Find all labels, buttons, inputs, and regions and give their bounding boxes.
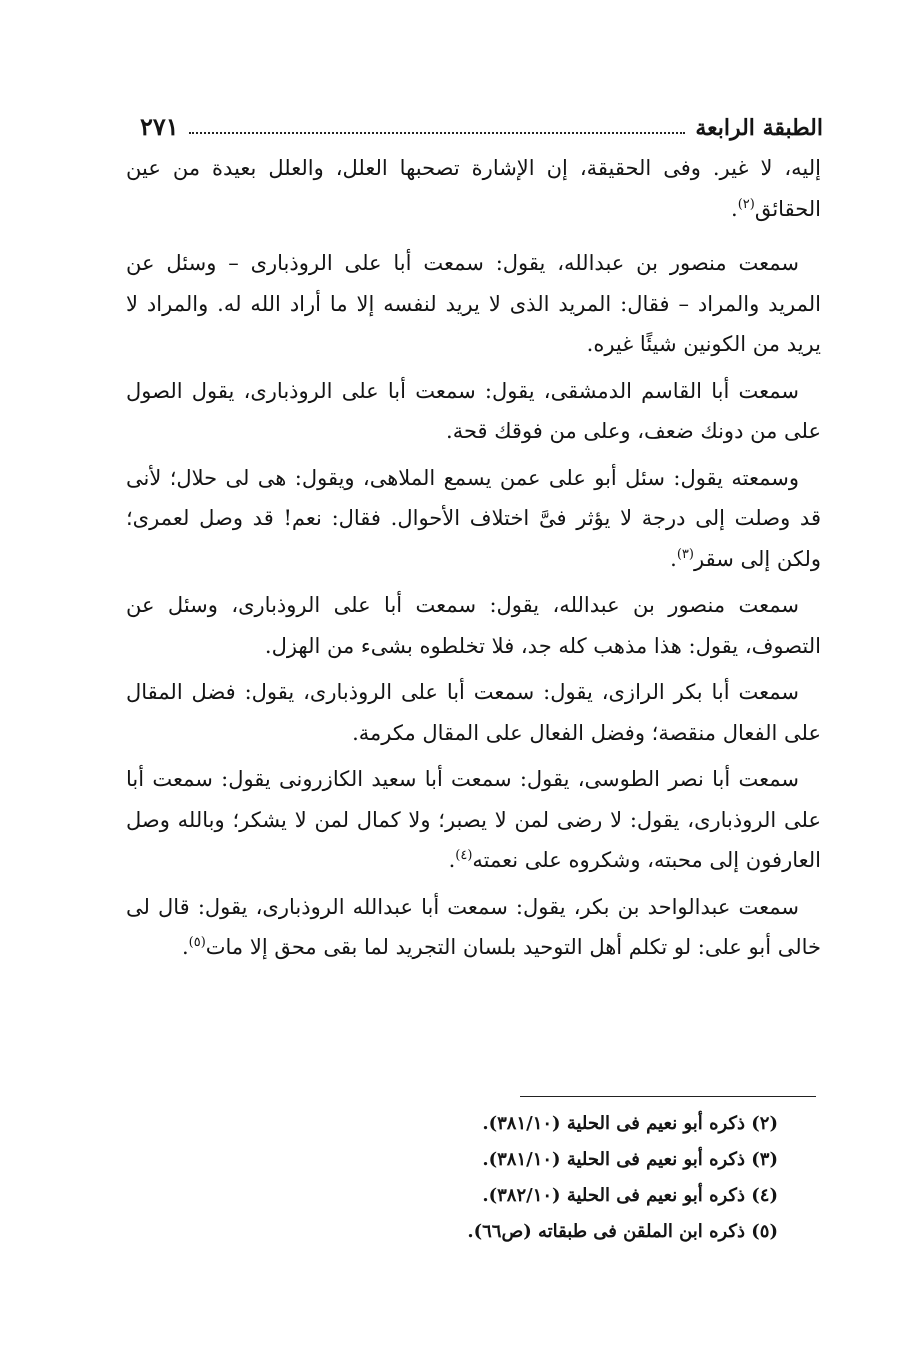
footnote: (٤) ذكره أبو نعيم فى الحلية (٣٨٢/١٠). [482, 1185, 778, 1206]
paragraph-text: وسمعته يقول: سئل أبو على عمن يسمع الملاهى، ويقول: هى لى حلال؛ لأنى قد وصلت إلى درجة لا يؤثر فىَّ اختلاف الأحوال. فقال: نعم! قد وصل لعمرى؛ ولكن إلى سقر [126, 465, 821, 571]
page-number: ٢٧١ [140, 112, 179, 141]
body-text [126, 148, 821, 974]
paragraph-text: سمعت منصور بن عبدالله، يقول: سمعت أبا على الروذبارى، وسئل عن التصوف، يقول: هذا مذهب كله جد، فلا تخلطوه بشىء من الهزل. [126, 593, 821, 658]
paragraph-text: سمعت أبا نصر الطوسى، يقول: سمعت أبا سعيد الكازرونى يقول: سمعت أبا على الروذبارى، يقول: لا رضى لمن لا يصبر؛ ولا كمال لمن لا يشكر؛ وبالله وصل العارفون إلى محبته، وشكروه على نعمته [126, 767, 821, 872]
footnote: (٥) ذكره ابن الملقن فى طبقاته (ص٦٦). [467, 1221, 778, 1242]
footnotes [300, 1106, 778, 1250]
paragraph [126, 243, 821, 365]
paragraph-text: سمعت أبا بكر الرازى، يقول: سمعت أبا على الروذبارى، يقول: فضل المقال على الفعال منقصة؛ وفضل الفعال على المقال مكرمة. [126, 680, 821, 745]
footnote-ref: (٢) [737, 196, 755, 212]
paragraph: وسمعته يقول: سئل أبو على عمن يسمع الملاهى، ويقول: هى لى حلال؛ لأنى قد وصلت إلى درجة لا يؤثر فىَّ اختلاف الأحوال. فقال: نعم! قد وصل لعمرى؛ ولكن إلى سقر$^{(٣)}$. [126, 465, 821, 571]
footnote: (٢) ذكره أبو نعيم فى الحلية (٣٨١/١٠). [482, 1113, 778, 1134]
footnote-separator [520, 1096, 816, 1097]
footnote-ref: (٣) [676, 546, 694, 562]
paragraph-text: سمعت عبدالواحد بن بكر، يقول: سمعت أبا عبدالله الروذبارى، يقول: قال لى خالى أبو على: لو تكلم أهل التوحيد بلسان التجريد لما بقى محق إلا مات [126, 894, 821, 959]
footnote-ref: (٤) [455, 848, 473, 863]
running-title: الطبقة الرابعة [695, 115, 823, 141]
paragraph [126, 371, 821, 452]
paragraph-text: سمعت أبا القاسم الدمشقى، يقول: سمعت أبا على الروذبارى، يقول الصول على من دونك ضعف، وعلى من فوقك قحة. [126, 378, 821, 443]
paragraph-text: إليه، لا غير. وفى الحقيقة، إن الإشارة تصحبها العلل، والعلل بعيدة من عين الحقائق [126, 156, 821, 221]
footnote-ref: (٥) [188, 935, 206, 950]
paragraph: سمعت عبدالواحد بن بكر، يقول: سمعت أبا عبدالله الروذبارى، يقول: قال لى خالى أبو على: لو تكلم أهل التوحيد بلسان التجريد لما بقى محق إلا مات$^{(٥)}$. [126, 894, 821, 959]
dotted-leader [189, 132, 686, 134]
footnote: (٣) ذكره أبو نعيم فى الحلية (٣٨١/١٠). [482, 1149, 778, 1170]
paragraph: سمعت أبا نصر الطوسى، يقول: سمعت أبا سعيد الكازرونى يقول: سمعت أبا على الروذبارى، يقول: لا رضى لمن لا يصبر؛ ولا كمال لمن لا يشكر؛ وبالله وصل العارفون إلى محبته، وشكروه على نعمته$^{(٤)}$. [126, 767, 821, 872]
page-header [140, 103, 823, 141]
paragraph-text: سمعت منصور بن عبدالله، يقول: سمعت أبا على الروذبارى – وسئل عن المريد والمراد – فقال: المريد الذى لا يريد لنفسه إلا ما أراد الله له. والمراد لا يريد من الكونين شيئًا غيره. [126, 251, 821, 356]
paragraph [126, 672, 821, 753]
paragraph: إليه، لا غير. وفى الحقيقة، إن الإشارة تصحبها العلل، والعلل بعيدة من عين الحقائق$^{(٢)}$. [126, 156, 821, 221]
paragraph [126, 585, 821, 666]
